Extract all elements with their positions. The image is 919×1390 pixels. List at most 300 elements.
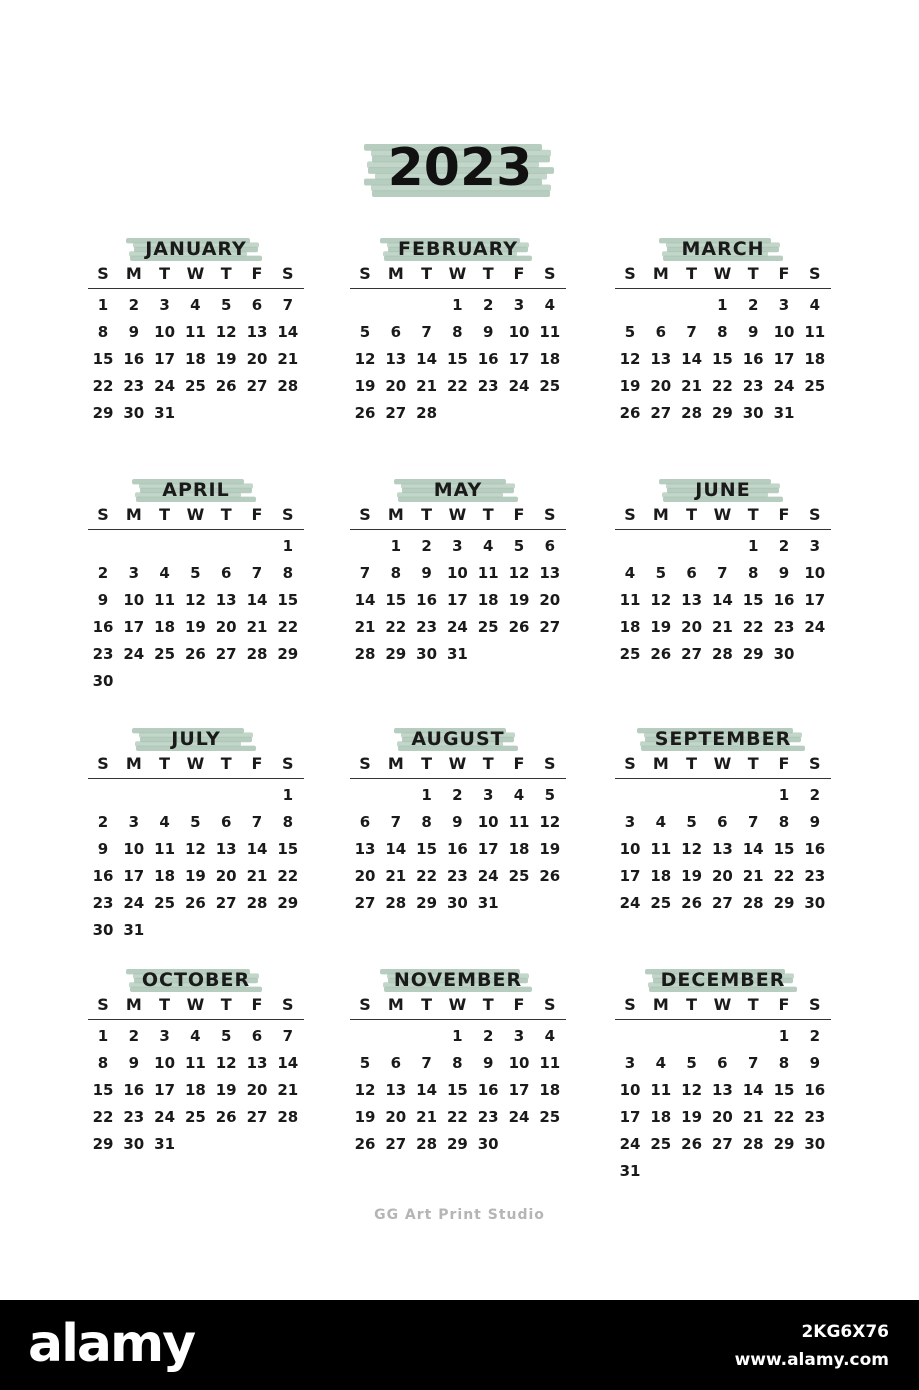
day-cell: 17 xyxy=(804,591,826,609)
day-cell: 27 xyxy=(215,645,237,663)
day-cell: 29 xyxy=(416,894,438,912)
day-cell: 25 xyxy=(539,1108,561,1126)
day-cell: 5 xyxy=(624,323,636,341)
month-name: MARCH xyxy=(681,238,765,260)
day-cell: 31 xyxy=(123,921,145,939)
day-cell: 27 xyxy=(246,377,268,395)
day-cell: 2 xyxy=(128,1027,140,1045)
day-cell: 13 xyxy=(354,840,376,858)
day-cell: 13 xyxy=(681,591,703,609)
day-cell: 29 xyxy=(385,645,407,663)
day-cell: 26 xyxy=(508,618,530,636)
day-cell: 8 xyxy=(421,813,432,831)
month-name: MAY xyxy=(433,479,483,501)
day-cell: 8 xyxy=(778,813,790,831)
day-cell: 7 xyxy=(282,1027,294,1045)
day-cell: 20 xyxy=(711,867,733,885)
day-cell: 10 xyxy=(508,323,530,341)
month-header xyxy=(350,726,566,754)
day-cell: 25 xyxy=(184,377,206,395)
weekday-label: T xyxy=(220,264,232,283)
month-december xyxy=(615,967,831,1182)
weekday-label: F xyxy=(251,264,263,283)
day-cell: 28 xyxy=(742,1135,764,1153)
day-cell: 20 xyxy=(246,350,268,368)
day-cell: 23 xyxy=(92,645,114,663)
day-cell: 30 xyxy=(92,672,114,690)
day-cell: 27 xyxy=(246,1108,268,1126)
weekday-row xyxy=(350,995,566,1020)
day-cell: 19 xyxy=(539,840,561,858)
day-cell: 24 xyxy=(154,1108,176,1126)
weekday-label: T xyxy=(747,264,759,283)
day-cell: 9 xyxy=(809,1054,821,1072)
day-cell: 15 xyxy=(92,350,114,368)
weekday-label: T xyxy=(747,505,759,524)
day-cell: 20 xyxy=(354,867,376,885)
day-cell: 16 xyxy=(446,840,468,858)
day-cell: 16 xyxy=(92,618,114,636)
weekday-label: T xyxy=(686,264,698,283)
day-cell: 4 xyxy=(159,564,170,582)
day-cell: 9 xyxy=(482,323,494,341)
day-cell: 7 xyxy=(421,1054,432,1072)
weekday-label: F xyxy=(251,995,263,1014)
day-cell: 12 xyxy=(681,840,703,858)
day-cell: 6 xyxy=(390,323,402,341)
month-name: JULY xyxy=(171,728,221,750)
weekday-label: S xyxy=(282,995,294,1014)
day-cell: 9 xyxy=(128,1054,140,1072)
day-cell: 31 xyxy=(773,404,795,422)
day-cell: 21 xyxy=(681,377,703,395)
day-cell: 26 xyxy=(215,1108,237,1126)
weekday-label: M xyxy=(125,754,142,773)
day-cell: 5 xyxy=(359,323,371,341)
day-cell: 4 xyxy=(159,813,170,831)
day-cell: 2 xyxy=(452,786,463,804)
weekday-label: S xyxy=(97,264,109,283)
month-header xyxy=(88,967,304,995)
weekday-label: T xyxy=(686,995,698,1014)
day-cell: 7 xyxy=(686,323,697,341)
day-cell: 27 xyxy=(385,404,407,422)
weekday-label: T xyxy=(421,264,433,283)
day-cell: 2 xyxy=(421,537,432,555)
weekday-label: M xyxy=(652,754,669,773)
day-cell: 28 xyxy=(354,645,376,663)
day-cell: 29 xyxy=(277,645,299,663)
day-cell: 4 xyxy=(482,537,494,555)
day-cell: 9 xyxy=(482,1054,494,1072)
day-cell: 10 xyxy=(773,323,795,341)
day-cell: 3 xyxy=(159,296,170,314)
day-cell: 26 xyxy=(619,404,641,422)
month-header xyxy=(350,236,566,264)
day-cell: 9 xyxy=(747,323,759,341)
day-cell: 3 xyxy=(452,537,463,555)
day-cell: 28 xyxy=(246,894,268,912)
weekday-label: W xyxy=(448,264,467,283)
day-cell: 9 xyxy=(778,564,790,582)
weekday-label: F xyxy=(251,754,263,773)
day-cell: 12 xyxy=(681,1081,703,1099)
day-cell: 29 xyxy=(446,1135,468,1153)
day-cell: 18 xyxy=(650,867,672,885)
day-cell: 25 xyxy=(154,645,176,663)
month-october xyxy=(88,967,304,1182)
weekday-label: S xyxy=(809,264,821,283)
day-cell: 26 xyxy=(354,1135,376,1153)
day-cell: 4 xyxy=(513,786,525,804)
day-cell: 15 xyxy=(277,591,299,609)
day-cell: 14 xyxy=(681,350,703,368)
day-cell: 6 xyxy=(390,1054,402,1072)
day-cell: 22 xyxy=(92,377,114,395)
day-cell: 7 xyxy=(421,323,432,341)
day-cell: 5 xyxy=(513,537,525,555)
weekday-label: W xyxy=(713,264,732,283)
weekday-label: F xyxy=(778,754,790,773)
weekday-label: M xyxy=(125,995,142,1014)
day-cell: 16 xyxy=(123,1081,145,1099)
weekday-label: W xyxy=(448,995,467,1014)
day-cell: 13 xyxy=(650,350,672,368)
day-cell: 27 xyxy=(711,894,733,912)
day-cell: 14 xyxy=(742,1081,764,1099)
day-cell: 30 xyxy=(804,1135,826,1153)
day-cell: 18 xyxy=(650,1108,672,1126)
day-cell: 19 xyxy=(650,618,672,636)
day-cell: 14 xyxy=(277,1054,299,1072)
day-cell: 17 xyxy=(508,1081,530,1099)
month-name: DECEMBER xyxy=(660,969,786,991)
day-cell: 26 xyxy=(681,894,703,912)
weekday-label: S xyxy=(97,505,109,524)
weekday-label: W xyxy=(186,264,205,283)
weekday-label: S xyxy=(359,754,371,773)
day-cell: 29 xyxy=(742,645,764,663)
day-cell: 6 xyxy=(655,323,667,341)
day-cell: 1 xyxy=(282,537,294,555)
day-cell: 11 xyxy=(508,813,530,831)
day-cell: 31 xyxy=(446,645,468,663)
weekday-label: S xyxy=(544,995,556,1014)
day-cell: 28 xyxy=(681,404,703,422)
day-cell: 3 xyxy=(159,1027,170,1045)
weekday-label: F xyxy=(778,505,790,524)
day-cell: 11 xyxy=(539,323,561,341)
alamy-logo: alamy xyxy=(28,1314,195,1374)
weekday-label: T xyxy=(159,995,171,1014)
day-cell: 17 xyxy=(446,591,468,609)
month-may xyxy=(350,477,566,692)
month-header xyxy=(88,236,304,264)
month-february xyxy=(350,236,566,451)
day-cell: 30 xyxy=(477,1135,499,1153)
day-cell: 12 xyxy=(539,813,561,831)
day-cell: 8 xyxy=(717,323,728,341)
day-cell: 12 xyxy=(650,591,672,609)
day-cell: 30 xyxy=(773,645,795,663)
day-cell: 16 xyxy=(477,1081,499,1099)
day-cell: 10 xyxy=(619,840,641,858)
day-cell: 10 xyxy=(508,1054,530,1072)
day-cell: 2 xyxy=(128,296,140,314)
weekday-label: T xyxy=(686,754,698,773)
day-cell: 20 xyxy=(215,867,237,885)
weekday-label: T xyxy=(421,995,433,1014)
day-cell: 24 xyxy=(123,894,145,912)
day-cell: 13 xyxy=(246,323,268,341)
day-cell: 22 xyxy=(446,1108,468,1126)
month-header xyxy=(350,967,566,995)
day-cell: 20 xyxy=(385,1108,407,1126)
month-name: JUNE xyxy=(695,479,751,501)
day-cell: 30 xyxy=(123,404,145,422)
day-cell: 2 xyxy=(97,564,109,582)
day-cell: 13 xyxy=(711,1081,733,1099)
day-cell: 10 xyxy=(619,1081,641,1099)
weekday-label: S xyxy=(282,505,294,524)
day-cell: 19 xyxy=(508,591,530,609)
day-cell: 17 xyxy=(619,867,641,885)
day-cell: 29 xyxy=(711,404,733,422)
day-cell: 16 xyxy=(416,591,438,609)
month-header xyxy=(615,236,831,264)
day-cell: 16 xyxy=(477,350,499,368)
day-cell: 20 xyxy=(215,618,237,636)
day-cell: 18 xyxy=(539,350,561,368)
day-cell: 22 xyxy=(385,618,407,636)
day-cell: 5 xyxy=(686,813,697,831)
day-cell: 9 xyxy=(452,813,463,831)
day-cell: 6 xyxy=(686,564,697,582)
day-cell: 13 xyxy=(246,1054,268,1072)
day-cell: 27 xyxy=(539,618,561,636)
day-cell: 9 xyxy=(809,813,821,831)
day-cell: 7 xyxy=(359,564,371,582)
day-cell: 28 xyxy=(385,894,407,912)
day-cell: 7 xyxy=(717,564,728,582)
weekday-label: S xyxy=(359,995,371,1014)
day-cell: 14 xyxy=(416,1081,438,1099)
day-cell: 16 xyxy=(742,350,764,368)
weekday-row xyxy=(615,754,831,779)
day-cell: 28 xyxy=(246,645,268,663)
day-cell: 19 xyxy=(215,1081,237,1099)
weekday-row xyxy=(350,754,566,779)
day-cell: 11 xyxy=(619,591,641,609)
day-cell: 25 xyxy=(508,867,530,885)
month-header xyxy=(615,726,831,754)
month-name: JANUARY xyxy=(145,238,247,260)
weekday-label: S xyxy=(809,995,821,1014)
day-cell: 21 xyxy=(742,867,764,885)
weekday-row xyxy=(88,505,304,530)
day-cell: 5 xyxy=(220,296,232,314)
day-cell: 16 xyxy=(92,867,114,885)
day-cell: 12 xyxy=(184,591,206,609)
day-cell: 30 xyxy=(123,1135,145,1153)
day-cell: 28 xyxy=(416,1135,438,1153)
day-cell: 23 xyxy=(416,618,438,636)
day-cell: 26 xyxy=(215,377,237,395)
weekday-row xyxy=(615,505,831,530)
stock-footer-bar xyxy=(0,1300,919,1390)
weekday-label: T xyxy=(686,505,698,524)
day-cell: 15 xyxy=(446,1081,468,1099)
day-cell: 21 xyxy=(416,1108,438,1126)
day-cell: 6 xyxy=(717,813,728,831)
day-cell: 1 xyxy=(778,786,790,804)
weekday-label: S xyxy=(809,754,821,773)
day-cell: 1 xyxy=(97,296,109,314)
day-cell: 13 xyxy=(385,350,407,368)
day-cell: 15 xyxy=(742,591,764,609)
day-cell: 8 xyxy=(778,1054,790,1072)
day-cell: 14 xyxy=(385,840,407,858)
day-cell: 1 xyxy=(421,786,432,804)
day-cell: 26 xyxy=(184,645,206,663)
weekday-label: S xyxy=(282,754,294,773)
day-cell: 24 xyxy=(773,377,795,395)
day-cell: 5 xyxy=(686,1054,697,1072)
weekday-label: M xyxy=(652,264,669,283)
month-name: FEBRUARY xyxy=(398,238,518,260)
day-cell: 25 xyxy=(539,377,561,395)
day-cell: 1 xyxy=(452,1027,463,1045)
day-cell: 30 xyxy=(416,645,438,663)
day-cell: 5 xyxy=(544,786,556,804)
day-cell: 17 xyxy=(477,840,499,858)
day-cell: 16 xyxy=(773,591,795,609)
weekday-label: W xyxy=(713,995,732,1014)
day-cell: 1 xyxy=(97,1027,109,1045)
day-cell: 3 xyxy=(128,813,140,831)
weekday-label: S xyxy=(544,264,556,283)
day-cell: 10 xyxy=(154,323,176,341)
weekday-label: T xyxy=(220,995,232,1014)
day-cell: 14 xyxy=(416,350,438,368)
day-cell: 4 xyxy=(655,813,667,831)
day-cell: 13 xyxy=(215,591,237,609)
day-cell: 17 xyxy=(123,618,145,636)
weekday-label: M xyxy=(125,505,142,524)
weekday-label: T xyxy=(482,264,494,283)
day-cell: 22 xyxy=(742,618,764,636)
day-cell: 24 xyxy=(508,1108,530,1126)
day-cell: 19 xyxy=(681,1108,703,1126)
weekday-label: M xyxy=(387,995,404,1014)
day-cell: 19 xyxy=(215,350,237,368)
day-cell: 24 xyxy=(477,867,499,885)
day-cell: 17 xyxy=(619,1108,641,1126)
day-cell: 17 xyxy=(773,350,795,368)
day-cell: 5 xyxy=(359,1054,371,1072)
weekday-row xyxy=(350,505,566,530)
day-cell: 8 xyxy=(452,323,463,341)
day-cell: 4 xyxy=(544,296,556,314)
day-cell: 15 xyxy=(773,1081,795,1099)
weekday-label: T xyxy=(421,754,433,773)
day-cell: 23 xyxy=(92,894,114,912)
day-cell: 11 xyxy=(154,840,176,858)
day-cell: 18 xyxy=(184,350,206,368)
month-name: NOVEMBER xyxy=(393,969,523,991)
day-cell: 1 xyxy=(747,537,759,555)
weekday-label: T xyxy=(220,505,232,524)
day-cell: 2 xyxy=(482,296,494,314)
day-cell: 2 xyxy=(809,1027,821,1045)
day-cell: 27 xyxy=(681,645,703,663)
day-cell: 3 xyxy=(513,296,525,314)
day-cell: 4 xyxy=(809,296,821,314)
day-cell: 23 xyxy=(804,867,826,885)
day-cell: 12 xyxy=(619,350,641,368)
weekday-label: F xyxy=(513,754,525,773)
weekday-label: M xyxy=(652,995,669,1014)
weekday-label: T xyxy=(421,505,433,524)
day-cell: 28 xyxy=(711,645,733,663)
day-cell: 15 xyxy=(446,350,468,368)
day-cell: 10 xyxy=(446,564,468,582)
day-cell: 4 xyxy=(190,1027,201,1045)
day-cell: 19 xyxy=(354,1108,376,1126)
day-cell: 21 xyxy=(742,1108,764,1126)
day-cell: 30 xyxy=(446,894,468,912)
day-cell: 25 xyxy=(477,618,499,636)
day-cell: 7 xyxy=(747,1054,759,1072)
day-cell: 31 xyxy=(154,404,176,422)
day-cell: 28 xyxy=(277,377,299,395)
weekday-row xyxy=(615,995,831,1020)
day-cell: 3 xyxy=(482,786,494,804)
day-cell: 24 xyxy=(619,894,641,912)
day-cell: 10 xyxy=(123,840,145,858)
day-cell: 24 xyxy=(446,618,468,636)
day-cell: 4 xyxy=(655,1054,667,1072)
weekday-label: S xyxy=(624,754,636,773)
day-cell: 20 xyxy=(681,618,703,636)
day-cell: 1 xyxy=(717,296,728,314)
month-august xyxy=(350,726,566,941)
day-cell: 15 xyxy=(773,840,795,858)
day-cell: 3 xyxy=(778,296,790,314)
day-cell: 29 xyxy=(92,1135,114,1153)
day-cell: 9 xyxy=(97,840,109,858)
day-cell: 13 xyxy=(711,840,733,858)
day-cell: 21 xyxy=(385,867,407,885)
month-header xyxy=(615,477,831,505)
day-cell: 20 xyxy=(711,1108,733,1126)
watermark-text: GG Art Print Studio xyxy=(374,1207,545,1223)
day-cell: 23 xyxy=(477,377,499,395)
day-cell: 14 xyxy=(277,323,299,341)
day-cell: 21 xyxy=(711,618,733,636)
day-cell: 8 xyxy=(97,1054,109,1072)
day-cell: 14 xyxy=(354,591,376,609)
day-cell: 1 xyxy=(452,296,463,314)
day-cell: 21 xyxy=(416,377,438,395)
day-cell: 21 xyxy=(277,350,299,368)
weekday-label: T xyxy=(482,505,494,524)
month-november xyxy=(350,967,566,1182)
day-cell: 6 xyxy=(251,296,263,314)
day-cell: 21 xyxy=(246,618,268,636)
day-cell: 10 xyxy=(154,1054,176,1072)
day-cell: 7 xyxy=(251,564,263,582)
